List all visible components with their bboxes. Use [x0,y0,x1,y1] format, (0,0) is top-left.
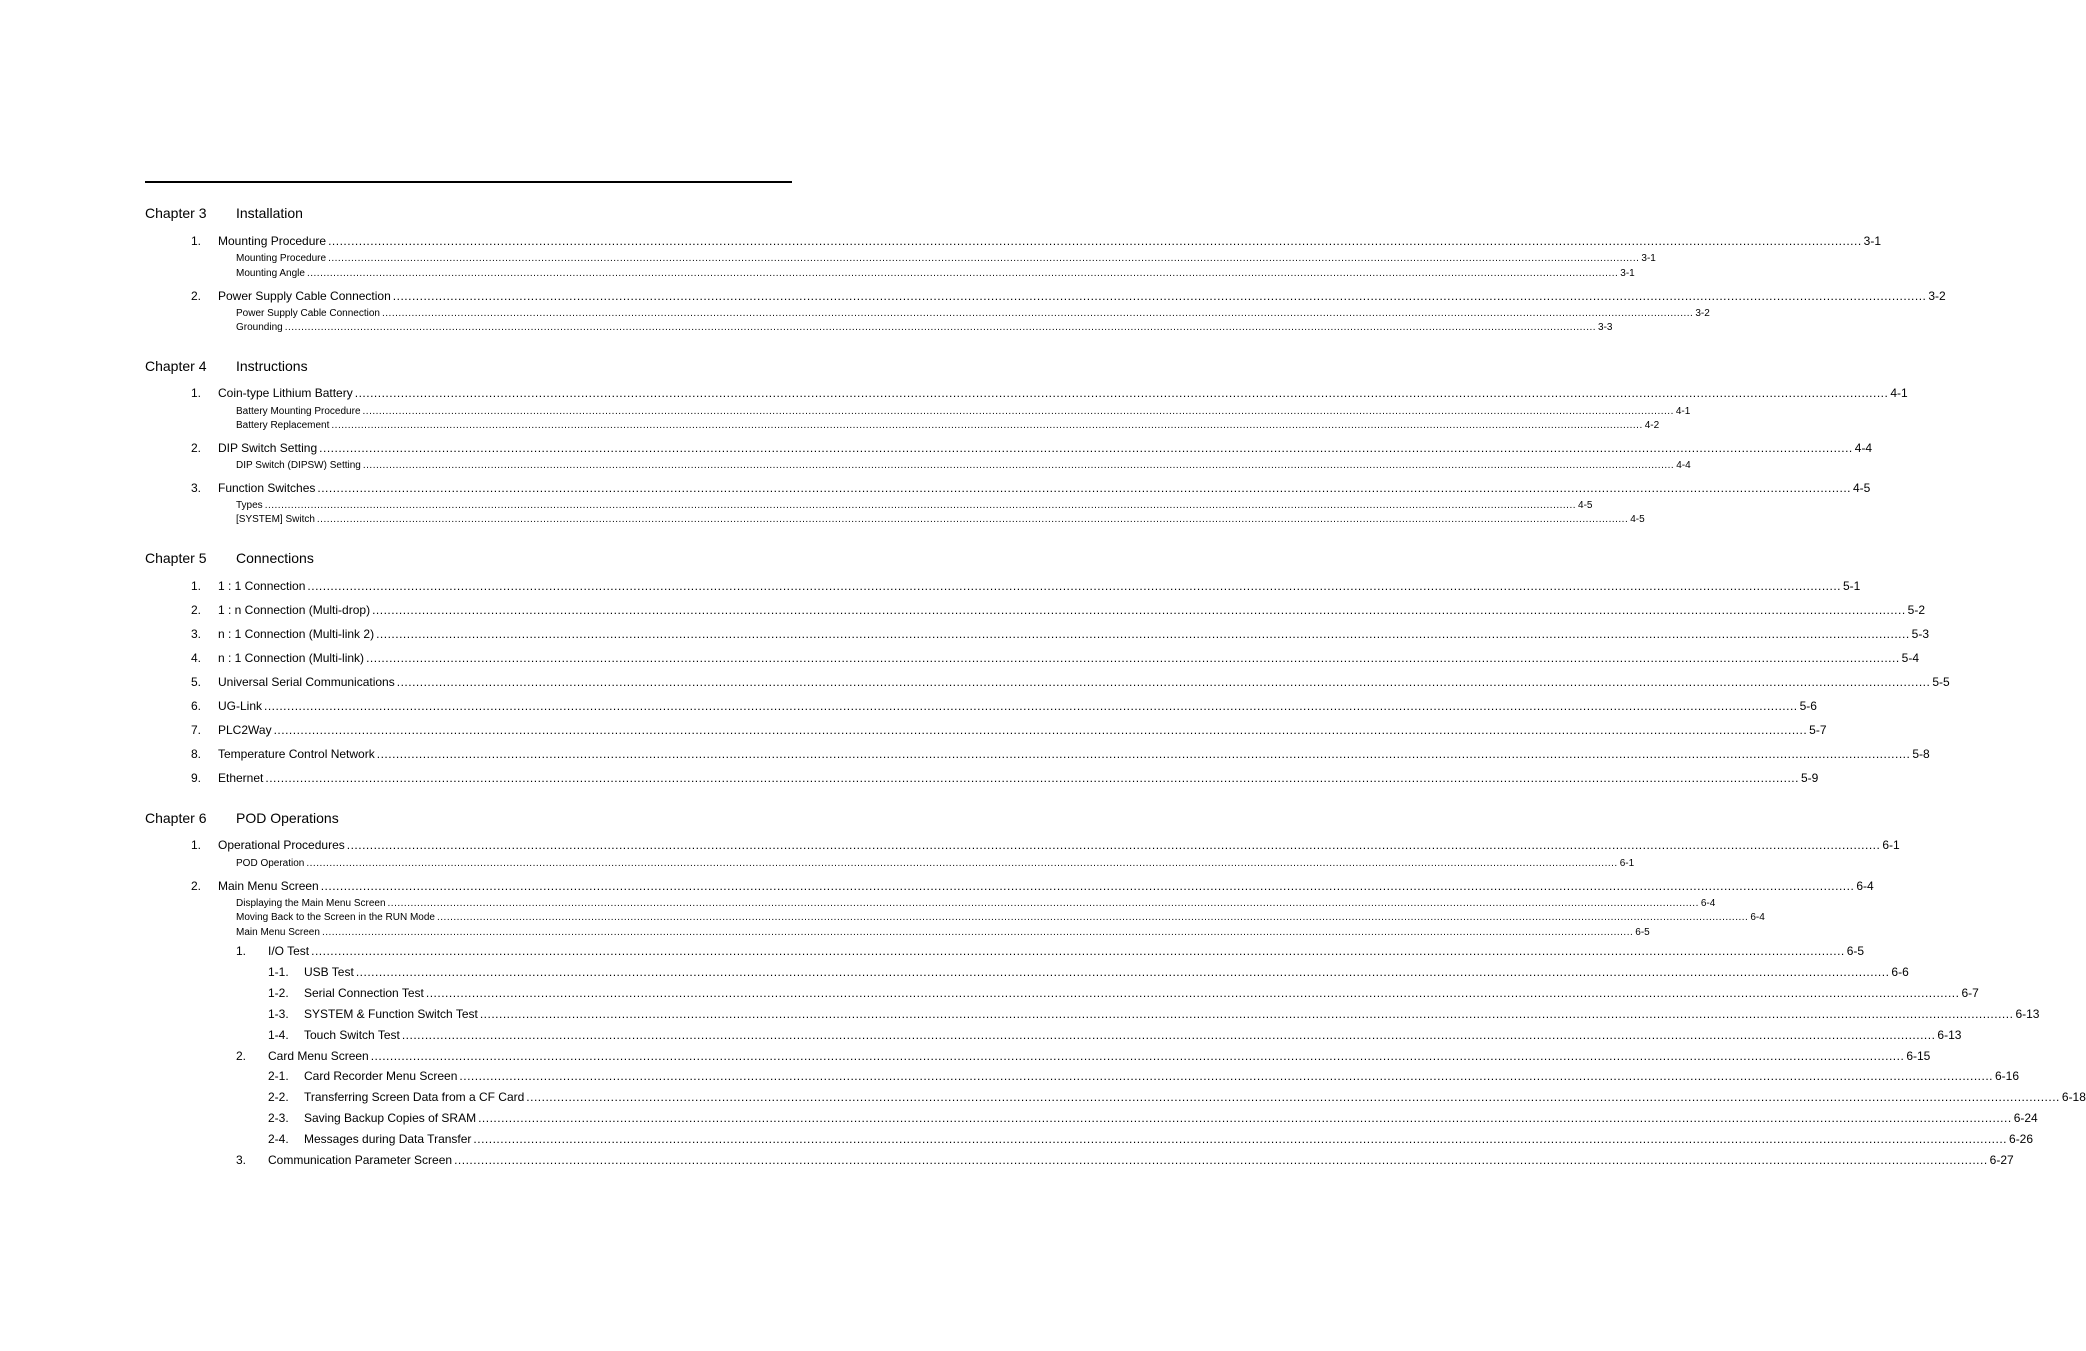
page-number: 5-3 [1911,627,1930,641]
toc-entry [218,289,1946,303]
entry-number: 2-3. [268,1111,289,1125]
toc-subentry [236,406,1691,417]
chapter-label: Chapter 6 [145,810,207,826]
entry-number: 2-2. [268,1090,289,1104]
dot-leader: ................................................................................................................................................................................................................................................................................................................................................................................................................ [401,1028,1936,1042]
page-number: 6-5 [1635,927,1650,938]
entry-title: Power Supply Cable Connection [218,289,391,303]
entry-title: Messages during Data Transfer [304,1132,472,1146]
page-number: 4-1 [1675,406,1691,417]
dot-leader: ................................................................................................................................................................................................................................................................................................................................................................................................................ [425,986,1960,1000]
toc-subentry [236,858,1635,869]
entry-title: DIP Switch (DIPSW) Setting [236,460,361,471]
entry-title: Saving Backup Copies of SRAM [304,1111,477,1125]
entry-title: UG-Link [218,699,263,713]
toc-entry [218,771,1819,785]
toc-entry [218,879,1874,893]
page-number: 4-2 [1644,420,1660,431]
entry-number: 7. [191,723,202,737]
page-number: 3-1 [1863,234,1882,248]
dot-leader: ................................................................................................................................................................................................................................................................................................................................................................................................................ [264,699,1798,713]
entry-title: Mounting Procedure [236,253,327,264]
entry-number: 4. [191,651,202,665]
entry-title: POD Operation [236,858,305,869]
dot-leader: ................................................................................................................................................................................................................................................................................................................................................................................................................ [265,771,1799,785]
entry-number: 1-3. [268,1007,289,1021]
toc-subentry [236,268,1635,279]
page-number: 5-9 [1800,771,1819,785]
page-number: 4-4 [1854,441,1873,455]
dot-leader: ................................................................................................................................................................................................................................................................................................................................................................................................................ [376,627,1910,641]
entry-title: Card Recorder Menu Screen [304,1069,458,1083]
toc-entry [218,723,1827,737]
dot-leader: ................................................................................................................................................................................................................................................................................................................................................................................................................ [392,289,1927,303]
entry-number: 1-1. [268,965,289,979]
page-number: 3-1 [1641,253,1656,264]
entry-title: Coin-type Lithium Battery [218,386,353,400]
chapter-title: Instructions [236,358,308,374]
page-number: 6-26 [2009,1132,2034,1146]
entry-number: 1. [191,386,202,400]
toc-entry [268,944,1865,958]
entry-number: 6. [191,699,202,713]
entry-number: 2. [191,289,202,303]
entry-title: Displaying the Main Menu Screen [236,898,386,909]
toc-entry [304,1132,2034,1146]
toc-entry [218,627,1930,641]
entry-title: Card Menu Screen [268,1049,369,1063]
entry-title: [SYSTEM] Switch [236,514,315,525]
dot-leader: ................................................................................................................................................................................................................................................................................................................................................................................................................ [454,1153,1988,1167]
page-number: 6-4 [1700,898,1716,909]
page-number: 6-6 [1891,965,1909,979]
entry-number: 3. [236,1153,247,1167]
dot-leader: ................................................................................................................................................................................................................................................................................................................................................................................................................ [396,675,1931,689]
page-number: 4-5 [1578,500,1593,511]
dot-leader: ................................................................................................................................................................................................................................................................................................................................................................................................................ [362,406,1674,417]
toc-entry [218,441,1873,455]
dot-leader: ................................................................................................................................................................................................................................................................................................................................................................................................................ [526,1090,2060,1104]
dot-leader: ................................................................................................................................................................................................................................................................................................................................................................................................................ [370,1049,1905,1063]
toc-entry [304,1111,2038,1125]
page-number: 3-2 [1928,289,1946,303]
chapter-title: POD Operations [236,810,339,826]
dot-leader: ................................................................................................................................................................................................................................................................................................................................................................................................................ [328,234,1862,248]
toc-entry [304,1028,1962,1042]
dot-leader: ................................................................................................................................................................................................................................................................................................................................................................................................................ [479,1007,2014,1021]
chapter-label: Chapter 5 [145,550,207,566]
dot-leader: ................................................................................................................................................................................................................................................................................................................................................................................................................ [328,253,1640,264]
entry-title: Temperature Control Network [218,747,375,761]
dot-leader: ................................................................................................................................................................................................................................................................................................................................................................................................................ [473,1132,2008,1146]
page-number: 6-4 [1750,912,1765,923]
dot-leader: ................................................................................................................................................................................................................................................................................................................................................................................................................ [321,927,1634,938]
dot-leader: ................................................................................................................................................................................................................................................................................................................................................................................................................ [459,1069,1993,1083]
entry-number: 1. [236,944,247,958]
entry-title: Transferring Screen Data from a CF Card [304,1090,525,1104]
entry-title: Mounting Angle [236,268,305,279]
page-number: 5-2 [1907,603,1926,617]
entry-title: Function Switches [218,481,316,495]
page-number: 6-18 [2061,1090,2086,1104]
page-number: 5-4 [1901,651,1919,665]
page-number: 4-1 [1890,386,1908,400]
entry-number: 2-1. [268,1069,289,1083]
page-number: 4-4 [1676,460,1691,471]
toc-entry [218,234,1882,248]
entry-title: Moving Back to the Screen in the RUN Mode [236,912,435,923]
page-number: 6-24 [2013,1111,2038,1125]
toc-entry [268,1049,1931,1063]
page-number: 5-7 [1809,723,1827,737]
entry-number: 1. [191,234,202,248]
dot-leader: ................................................................................................................................................................................................................................................................................................................................................................................................................ [387,898,1699,909]
dot-leader: ................................................................................................................................................................................................................................................................................................................................................................................................................ [372,603,1906,617]
page-number: 5-8 [1912,747,1930,761]
entry-title: Battery Mounting Procedure [236,406,361,417]
entry-title: Touch Switch Test [304,1028,400,1042]
entry-title: Universal Serial Communications [218,675,395,689]
page-number: 3-2 [1695,308,1710,319]
page-number: 6-13 [2015,1007,2040,1021]
entry-title: Types [236,500,263,511]
dot-leader: ................................................................................................................................................................................................................................................................................................................................................................................................................ [316,514,1629,525]
toc-subentry [236,460,1691,471]
entry-number: 2. [191,441,202,455]
dot-leader: ................................................................................................................................................................................................................................................................................................................................................................................................................ [354,386,1889,400]
toc-subentry [236,514,1645,525]
toc-subentry [236,912,1765,923]
chapter-label: Chapter 3 [145,205,207,221]
dot-leader: ................................................................................................................................................................................................................................................................................................................................................................................................................ [366,651,1900,665]
page-number: 6-7 [1961,986,1979,1000]
dot-leader: ................................................................................................................................................................................................................................................................................................................................................................................................................ [320,879,1855,893]
entry-title: Grounding [236,322,283,333]
entry-title: Serial Connection Test [304,986,424,1000]
page-number: 5-1 [1843,579,1861,593]
page-number: 3-1 [1620,268,1635,279]
entry-number: 1-2. [268,986,289,1000]
dot-leader: ................................................................................................................................................................................................................................................................................................................................................................................................................ [306,268,1619,279]
entry-title: Mounting Procedure [218,234,327,248]
toc-subentry [236,322,1613,333]
page-number: 3-3 [1598,322,1613,333]
dot-leader: ................................................................................................................................................................................................................................................................................................................................................................................................................ [307,579,1841,593]
dot-leader: ................................................................................................................................................................................................................................................................................................................................................................................................................ [311,944,1845,958]
dot-leader: ................................................................................................................................................................................................................................................................................................................................................................................................................ [362,460,1675,471]
dot-leader: ................................................................................................................................................................................................................................................................................................................................................................................................................ [273,723,1808,737]
toc-subentry [236,500,1593,511]
entry-number: 5. [191,675,202,689]
entry-title: I/O Test [268,944,310,958]
page-number: 5-5 [1932,675,1950,689]
dot-leader: ................................................................................................................................................................................................................................................................................................................................................................................................................ [306,858,1618,869]
toc-entry [218,747,1930,761]
entry-title: Ethernet [218,771,264,785]
toc-subentry [236,420,1660,431]
toc-entry [218,386,1908,400]
dot-leader: ................................................................................................................................................................................................................................................................................................................................................................................................................ [478,1111,2012,1125]
toc-entry [268,1153,2014,1167]
entry-title: n : 1 Connection (Multi-link) [218,651,365,665]
chapter-label: Chapter 4 [145,358,207,374]
page-number: 6-4 [1856,879,1874,893]
chapter-title: Connections [236,550,314,566]
entry-title: SYSTEM & Function Switch Test [304,1007,478,1021]
entry-title: DIP Switch Setting [218,441,318,455]
dot-leader: ................................................................................................................................................................................................................................................................................................................................................................................................................ [436,912,1749,923]
dot-leader: ................................................................................................................................................................................................................................................................................................................................................................................................................ [376,747,1911,761]
toc-entry [218,675,1950,689]
entry-number: 3. [191,627,202,641]
toc-entry [304,1090,2086,1104]
toc-subentry [236,308,1710,319]
entry-title: USB Test [304,965,354,979]
dot-leader: ................................................................................................................................................................................................................................................................................................................................................................................................................ [319,441,1853,455]
toc-entry [304,965,1909,979]
entry-title: n : 1 Connection (Multi-link 2) [218,627,375,641]
dot-leader: ................................................................................................................................................................................................................................................................................................................................................................................................................ [381,308,1694,319]
page-number: 6-16 [1995,1069,2020,1083]
chapter-title: Installation [236,205,303,221]
page-number: 5-6 [1799,699,1817,713]
page-number: 6-1 [1619,858,1635,869]
page-number: 6-15 [1906,1049,1931,1063]
page-number: 6-13 [1937,1028,1962,1042]
dot-leader: ................................................................................................................................................................................................................................................................................................................................................................................................................ [284,322,1597,333]
toc-entry [218,481,1871,495]
entry-title: 1 : 1 Connection [218,579,306,593]
entry-title: Battery Replacement [236,420,330,431]
toc-entry [218,603,1926,617]
page-number: 6-1 [1882,838,1900,852]
entry-title: Communication Parameter Screen [268,1153,453,1167]
toc-entry [304,1069,2020,1083]
entry-title: Main Menu Screen [218,879,319,893]
entry-title: PLC2Way [218,723,272,737]
top-rule [145,181,792,183]
dot-leader: ................................................................................................................................................................................................................................................................................................................................................................................................................ [264,500,1577,511]
toc-entry [304,1007,2040,1021]
entry-number: 2-4. [268,1132,289,1146]
entry-title: Operational Procedures [218,838,345,852]
entry-number: 3. [191,481,202,495]
toc-entry [304,986,1979,1000]
toc-subentry [236,253,1656,264]
entry-number: 2. [236,1049,247,1063]
entry-number: 2. [191,879,202,893]
entry-title: Power Supply Cable Connection [236,308,380,319]
page-number: 4-5 [1852,481,1871,495]
toc-entry [218,699,1817,713]
entry-number: 1. [191,579,202,593]
toc-entry [218,579,1861,593]
entry-number: 2. [191,603,202,617]
toc-entry [218,838,1900,852]
toc-entry [218,651,1919,665]
dot-leader: ................................................................................................................................................................................................................................................................................................................................................................................................................ [317,481,1851,495]
page-number: 6-5 [1846,944,1865,958]
toc-subentry [236,927,1650,938]
dot-leader: ................................................................................................................................................................................................................................................................................................................................................................................................................ [346,838,1881,852]
dot-leader: ................................................................................................................................................................................................................................................................................................................................................................................................................ [331,420,1643,431]
dot-leader: ................................................................................................................................................................................................................................................................................................................................................................................................................ [355,965,1890,979]
entry-title: Main Menu Screen [236,927,320,938]
entry-title: 1 : n Connection (Multi-drop) [218,603,371,617]
entry-number: 1-4. [268,1028,289,1042]
page-number: 4-5 [1630,514,1645,525]
entry-number: 1. [191,838,202,852]
toc-subentry [236,898,1716,909]
entry-number: 8. [191,747,202,761]
page-number: 6-27 [1989,1153,2014,1167]
entry-number: 9. [191,771,202,785]
